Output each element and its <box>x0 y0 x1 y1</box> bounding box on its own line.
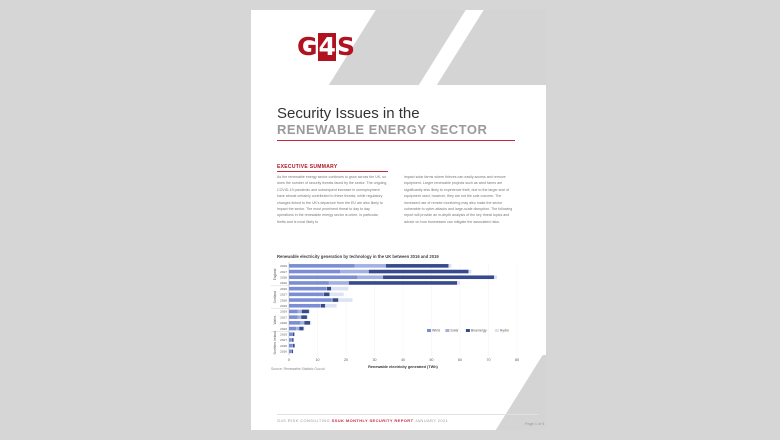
year-label: 2017 <box>280 292 287 297</box>
region-label: Wales <box>273 315 277 325</box>
bar-segment <box>323 293 324 297</box>
bar-segment <box>320 304 321 308</box>
x-tick-label: 30 <box>372 358 377 363</box>
region-label: England <box>273 268 277 281</box>
legend-swatch <box>445 329 449 332</box>
bar-segment <box>340 270 369 274</box>
bar-segment <box>289 304 320 308</box>
bar-segment <box>293 344 295 348</box>
bar-segment <box>289 344 293 348</box>
legend-label: Wind <box>432 328 440 333</box>
executive-summary-heading: EXECUTIVE SUMMARY <box>277 164 338 170</box>
bar-segment <box>338 298 352 302</box>
bar-segment <box>324 293 330 297</box>
bar-segment <box>325 304 336 308</box>
bar-segment <box>289 338 292 342</box>
bar-segment <box>293 332 295 336</box>
bar-segment <box>289 270 340 274</box>
bar-segment <box>494 275 497 279</box>
page-footer <box>277 418 448 423</box>
region-label: Northern Ireland <box>273 331 277 355</box>
bar-segment <box>321 304 325 308</box>
year-label: 2019 <box>280 286 287 291</box>
footer-report-name: SSUK MONTHLY SECURITY REPORT <box>331 418 414 423</box>
summary-column-left: As the renewable energy sector continues to grow across the UK, so does the number of security threats faced by the sector. The ongoing COVID-19 pandemic and subsequent increase in unemployment have almost certainly contributed to these threats, while regulatory changes linked to the UK's departure from the EU are also likely to impact the sector. The most prominent threat to day to day operations in the renewable energy sector is crime, in particular, thefts and is most likely to <box>277 175 387 224</box>
bar-segment <box>289 298 332 302</box>
bar-segment <box>457 281 460 285</box>
bar-segment <box>309 310 310 314</box>
document-page <box>251 10 546 430</box>
year-label: 2018 <box>280 343 287 348</box>
x-tick-label: 60 <box>458 358 462 363</box>
footer-date: JANUARY 2021 <box>414 418 449 423</box>
year-label: 2019 <box>280 309 287 314</box>
footer-divider <box>277 414 539 415</box>
year-label: 2016 <box>280 281 287 286</box>
bar-segment <box>289 310 298 314</box>
bar-segment <box>331 287 348 291</box>
bar-segment <box>289 332 292 336</box>
bar-segment <box>332 298 333 302</box>
year-label: 2019 <box>280 264 287 269</box>
bar-segment <box>289 327 296 331</box>
bar-segment <box>304 327 305 331</box>
bar-segment <box>298 310 302 314</box>
legend-swatch <box>427 329 431 332</box>
year-label: 2017 <box>280 338 287 343</box>
year-label: 2018 <box>280 298 287 303</box>
chart-title: Renewable electricity generation by technology in the UK between 2016 and 2019 <box>277 254 439 259</box>
x-tick-label: 10 <box>315 358 320 363</box>
bar-segment <box>304 321 310 325</box>
page-number: Page 1 of 4 <box>525 422 545 426</box>
bar-segment <box>469 270 472 274</box>
legend-swatch <box>466 329 470 332</box>
x-tick-label: 50 <box>429 358 434 363</box>
bar-segment <box>289 350 292 354</box>
bar-segment <box>329 293 343 297</box>
year-label: 2016 <box>280 349 287 354</box>
region-label: Scotland <box>273 290 277 304</box>
bar-segment <box>449 264 452 268</box>
bar-segment <box>326 287 327 291</box>
bar-segment <box>327 287 331 291</box>
bar-segment <box>302 310 309 314</box>
x-tick-label: 70 <box>486 358 491 363</box>
x-axis-label: Renewable electricity generated (TWh) <box>368 365 438 370</box>
legend-label: Solar <box>450 328 459 333</box>
bar-segment <box>299 327 303 331</box>
bar-segment <box>289 315 298 319</box>
bar-segment <box>300 321 304 325</box>
document-title: Security Issues in the <box>277 105 420 122</box>
bar-segment <box>386 264 449 268</box>
year-label: 2017 <box>280 315 287 320</box>
bar-segment <box>369 270 469 274</box>
year-label: 2017 <box>280 269 287 274</box>
legend-swatch <box>495 329 499 332</box>
year-label: 2016 <box>280 303 287 308</box>
bar-segment <box>289 287 326 291</box>
summary-column-right: impact solar farms where thieves can easily access and remove equipment. Larger renewable projects such as wind farms are significantly less likely to experience theft, due to the larger size of equipment used, however, they are not the sole concern. The increased use of remote monitoring may also make the sector vulnerable to cyber-attacks and large-scale disruption. The following report will provide an in-depth analysis of the key threat topics and advice on how businesses can mitigate the associated risks. <box>404 175 513 224</box>
bar-segment <box>289 293 323 297</box>
bar-segment <box>301 315 307 319</box>
year-label: 2016 <box>280 326 287 331</box>
bar-segment <box>329 281 349 285</box>
bar-segment <box>298 315 302 319</box>
bar-segment <box>310 321 311 325</box>
legend-label: Hydro <box>499 328 510 333</box>
bar-segment <box>289 275 357 279</box>
bar-segment <box>355 264 386 268</box>
bar-segment <box>383 275 494 279</box>
bar-segment <box>349 281 457 285</box>
year-label: 2018 <box>280 321 287 326</box>
bar-segment <box>292 350 293 354</box>
chart-source: Source: Renewable Statistic Gov.uk <box>271 367 325 371</box>
year-label: 2019 <box>280 332 287 337</box>
bar-segment <box>357 275 383 279</box>
x-tick-label: 20 <box>344 358 348 363</box>
bar-segment <box>296 327 299 331</box>
bar-segment <box>289 264 355 268</box>
bar-segment <box>307 315 308 319</box>
x-tick-label: 80 <box>515 358 519 363</box>
bar-segment <box>292 338 293 342</box>
g4s-logo: G4S <box>297 32 354 61</box>
bar-segment <box>333 298 339 302</box>
footer-org: G4S RISK CONSULTING <box>277 418 331 423</box>
year-label: 2018 <box>280 275 287 280</box>
document-subtitle: RENEWABLE ENERGY SECTOR <box>277 122 488 137</box>
legend-label: Bioenergy <box>470 328 487 333</box>
x-tick-label: 0 <box>288 358 290 363</box>
bar-segment <box>289 281 329 285</box>
x-tick-label: 40 <box>401 358 405 363</box>
bar-segment <box>289 321 300 325</box>
